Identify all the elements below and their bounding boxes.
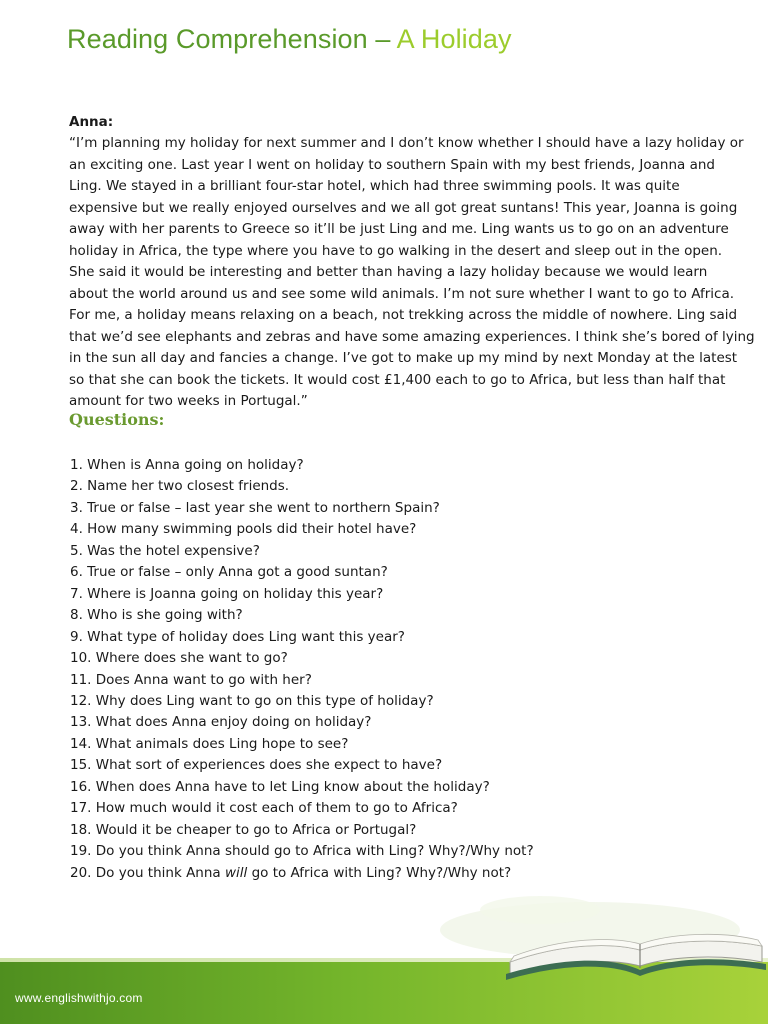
question-item: 17. How much would it cost each of them to go to Africa?: [70, 800, 458, 817]
question-item: 11. Does Anna want to go with her?: [70, 671, 312, 688]
passage-line: She said it would be interesting and better than having a lazy holiday because we would learn: [69, 264, 708, 280]
passage-line: in the sun all day and fancies a change. I’ve got to make up my mind by next Monday at the latest: [69, 350, 738, 366]
title-subtitle: A Holiday: [396, 24, 512, 54]
reading-passage: [69, 133, 755, 413]
question-item: 19. Do you think Anna should go to Africa with Ling? Why?/Why not?: [70, 843, 534, 860]
passage-line: holiday in Africa, the type where you have to go walking in the desert and sleep out in the open.: [69, 242, 723, 259]
question-item: 14. What animals does Ling hope to see?: [70, 735, 349, 752]
question-item: 5. Was the hotel expensive?: [70, 542, 260, 559]
question-item: 9. What type of holiday does Ling want this year?: [70, 628, 405, 645]
passage-line: an exciting one. Last year I went on holiday to southern Spain with my best friends, Joanna and: [69, 156, 715, 173]
question-item: 13. What does Anna enjoy doing on holiday?: [70, 714, 372, 731]
question-list: [70, 455, 534, 884]
passage-line: that we’d see elephants and zebras and have some amazing experiences. I think she’s bored of lying: [69, 328, 755, 345]
passage-line: away with her parents to Greece so it’ll be just Ling and me. Ling wants us to go on an adventure: [69, 221, 729, 237]
footer-url: www.englishwithjo.com: [15, 991, 143, 1005]
passage-line: For me, a holiday means relaxing on a beach, not trekking across the middle of nowhere. Ling said: [69, 307, 738, 323]
speaker-label: Anna:: [69, 114, 114, 130]
passage-line: expensive but we really enjoyed ourselves and we all got great suntans! This year, Joanna is going: [69, 199, 738, 216]
question-prefix: 20. Do you think Anna: [70, 864, 225, 881]
question-item: 15. What sort of experiences does she expect to have?: [70, 757, 443, 774]
passage-line: “I’m planning my holiday for next summer and I don’t know whether I should have a lazy holiday or: [69, 135, 744, 151]
question-item: 2. Name her two closest friends.: [70, 478, 290, 495]
passage-line: Ling. We stayed in a brilliant four-star hotel, which had three swimming pools. It was quite: [69, 178, 680, 194]
question-suffix: go to Africa with Ling? Why?/Why not?: [247, 864, 512, 881]
passage-line: about the world around us and see some wild animals. I’m not sure whether I want to go to Africa.: [69, 285, 735, 302]
question-item: 16. When does Anna have to let Ling know about the holiday?: [70, 778, 490, 795]
question-item: 4. How many swimming pools did their hotel have?: [70, 521, 417, 538]
passage-line: so that she can book the tickets. It would cost £1,400 each to go to Africa, but less than half that: [69, 371, 726, 388]
question-emphasis: will: [224, 864, 248, 881]
page-title: [67, 24, 512, 55]
question-item: 12. Why does Ling want to go on this type of holiday?: [70, 692, 434, 709]
open-book-icon: [500, 900, 768, 980]
question-item: 1. When is Anna going on holiday?: [70, 457, 304, 473]
questions-heading: Questions:: [69, 410, 165, 429]
title-main: Reading Comprehension: [67, 24, 368, 54]
passage-line: amount for two weeks in Portugal.”: [69, 393, 308, 409]
question-item: 7. Where is Joanna going on holiday this year?: [70, 585, 384, 602]
question-item: 3. True or false – last year she went to northern Spain?: [70, 499, 440, 516]
title-separator: –: [367, 24, 397, 54]
question-item: 8. Who is she going with?: [70, 607, 243, 624]
question-item: 18. Would it be cheaper to go to Africa or Portugal?: [70, 821, 417, 838]
question-item: 10. Where does she want to go?: [70, 650, 288, 667]
question-item: 6. True or false – only Anna got a good suntan?: [70, 564, 388, 581]
